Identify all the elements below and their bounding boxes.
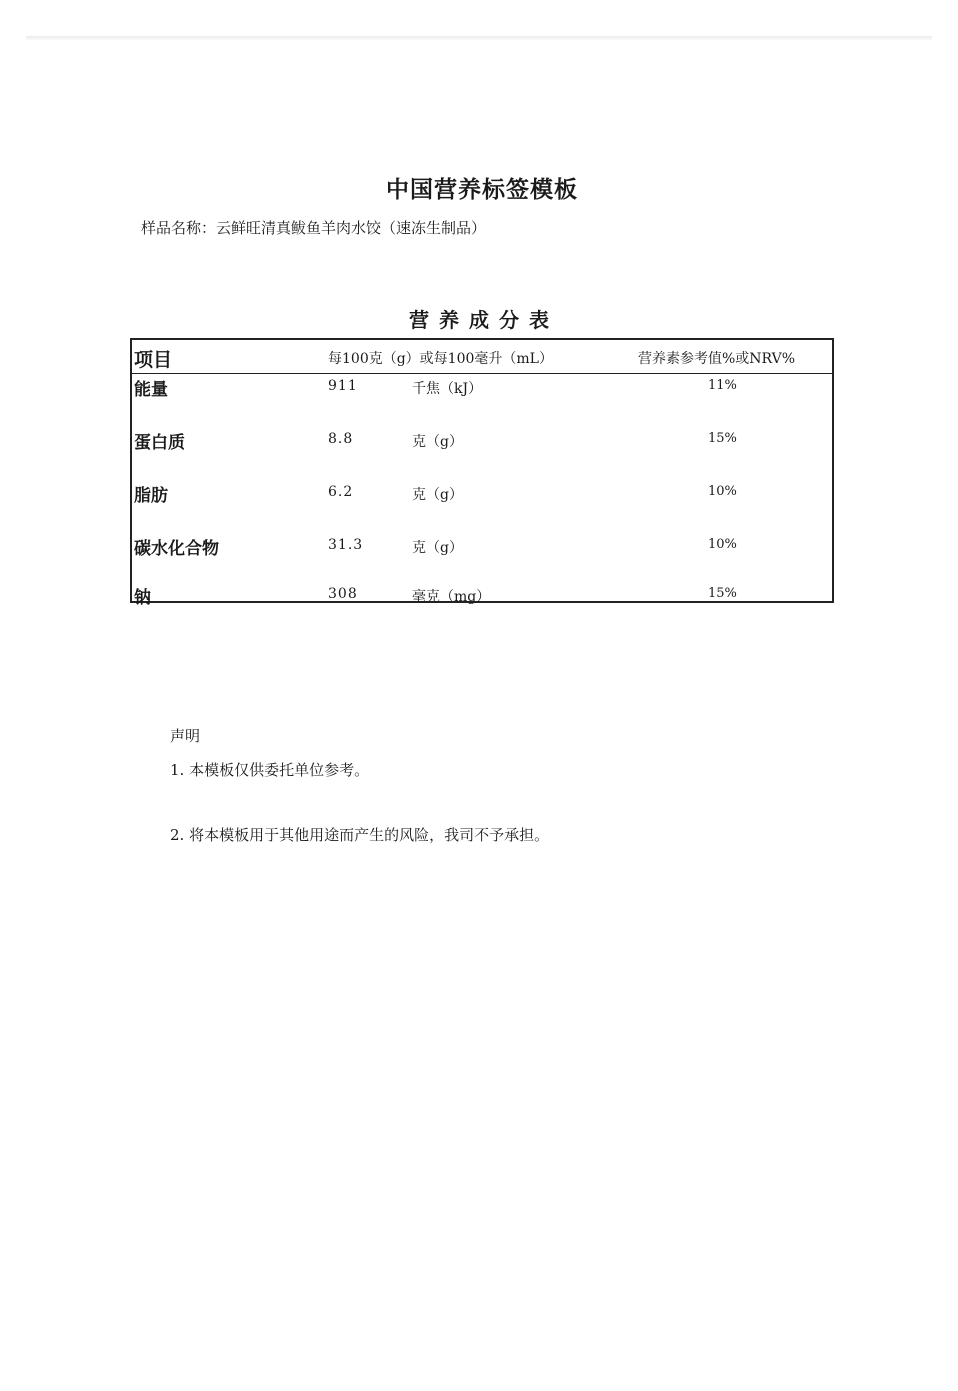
header-item: 项目	[134, 349, 173, 371]
row-unit: 千焦（kJ）	[412, 381, 483, 397]
row-nrv: 15%	[708, 431, 737, 446]
table-row	[132, 481, 832, 505]
row-nrv: 15%	[708, 586, 737, 601]
sample-name: 样品名称：云鲜旺清真鲅鱼羊肉水饺（速冻生制品）	[141, 219, 487, 237]
table-title: 营养成分表	[409, 308, 559, 332]
document-title: 中国营养标签模板	[386, 177, 578, 203]
note-item: 1. 本模板仅供委托单位参考。	[170, 761, 370, 779]
table-row	[132, 375, 832, 399]
header-per-100: 每100克（g）或每100毫升（mL）	[328, 351, 553, 367]
row-nrv: 10%	[708, 484, 737, 499]
row-nrv: 11%	[708, 378, 737, 393]
row-value: 31.3	[328, 537, 364, 553]
row-value: 308	[328, 586, 358, 602]
nutrition-table	[130, 338, 834, 608]
table-row	[132, 428, 832, 452]
row-name: 碳水化合物	[134, 539, 219, 559]
row-value: 911	[328, 378, 358, 394]
row-unit: 克（g）	[412, 434, 463, 450]
row-unit: 克（g）	[412, 540, 463, 556]
table-row	[132, 534, 832, 558]
row-nrv: 10%	[708, 537, 737, 552]
note-item: 2. 将本模板用于其他用途而产生的风险，我司不予承担。	[170, 826, 550, 844]
row-unit: 克（g）	[412, 487, 463, 503]
table-row	[132, 583, 832, 607]
row-name: 钠	[134, 588, 151, 608]
header-nrv: 营养素参考值%或NRV%	[638, 351, 796, 367]
row-name: 能量	[134, 380, 168, 400]
row-value: 8.8	[328, 431, 354, 447]
row-unit: 毫克（mg）	[412, 589, 491, 605]
scan-edge	[26, 36, 932, 40]
row-name: 蛋白质	[134, 433, 185, 453]
notes-title: 声明	[170, 727, 201, 745]
table-header-row	[132, 340, 832, 374]
row-name: 脂肪	[134, 486, 168, 506]
row-value: 6.2	[328, 484, 354, 500]
